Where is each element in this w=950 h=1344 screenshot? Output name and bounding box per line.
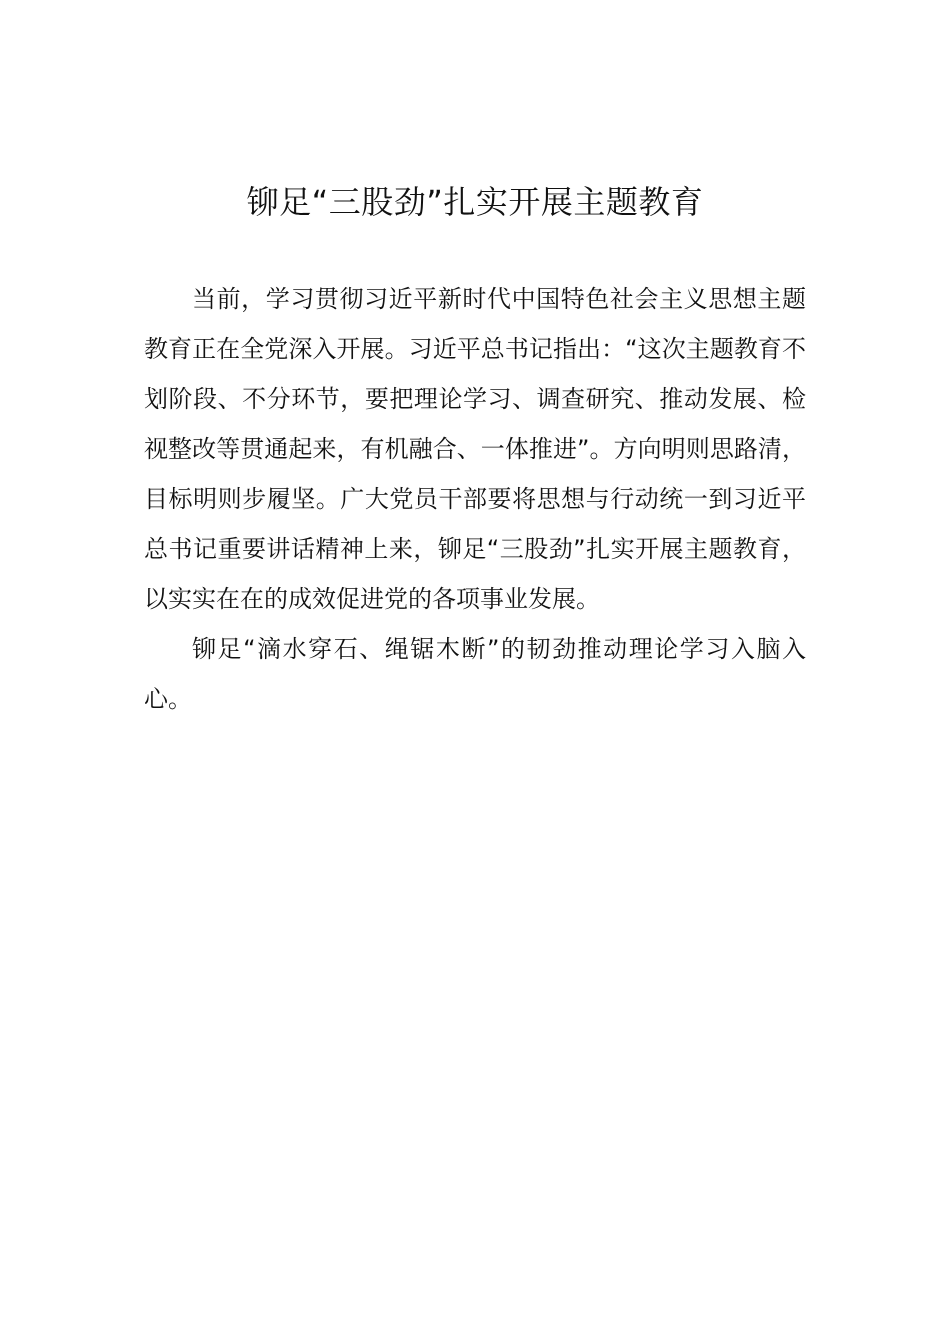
paragraph-theory-study: 铆足“滴水穿石、绳锯木断”的韧劲推动理论学习入脑入心。 (144, 635, 806, 713)
document-body (144, 274, 806, 724)
document-title: 铆足“三股劲”扎实开展主题教育 (246, 183, 704, 221)
paragraph-intro: 当前，学习贯彻习近平新时代中国特色社会主义思想主题教育正在全党深入开展。习近平总书记指出：“这次主题教育不划阶段、不分环节，要把理论学习、调查研究、推动发展、检视整改等贯通起来，有机融合、一体推进”。方向明则思路清，目标明则步履坚。广大党员干部要将思想与行动统一到习近平总书记重要讲话精神上来，铆足“三股劲”扎实开展主题教育，以实实在在的成效促进党的各项事业发展。 (144, 285, 806, 613)
